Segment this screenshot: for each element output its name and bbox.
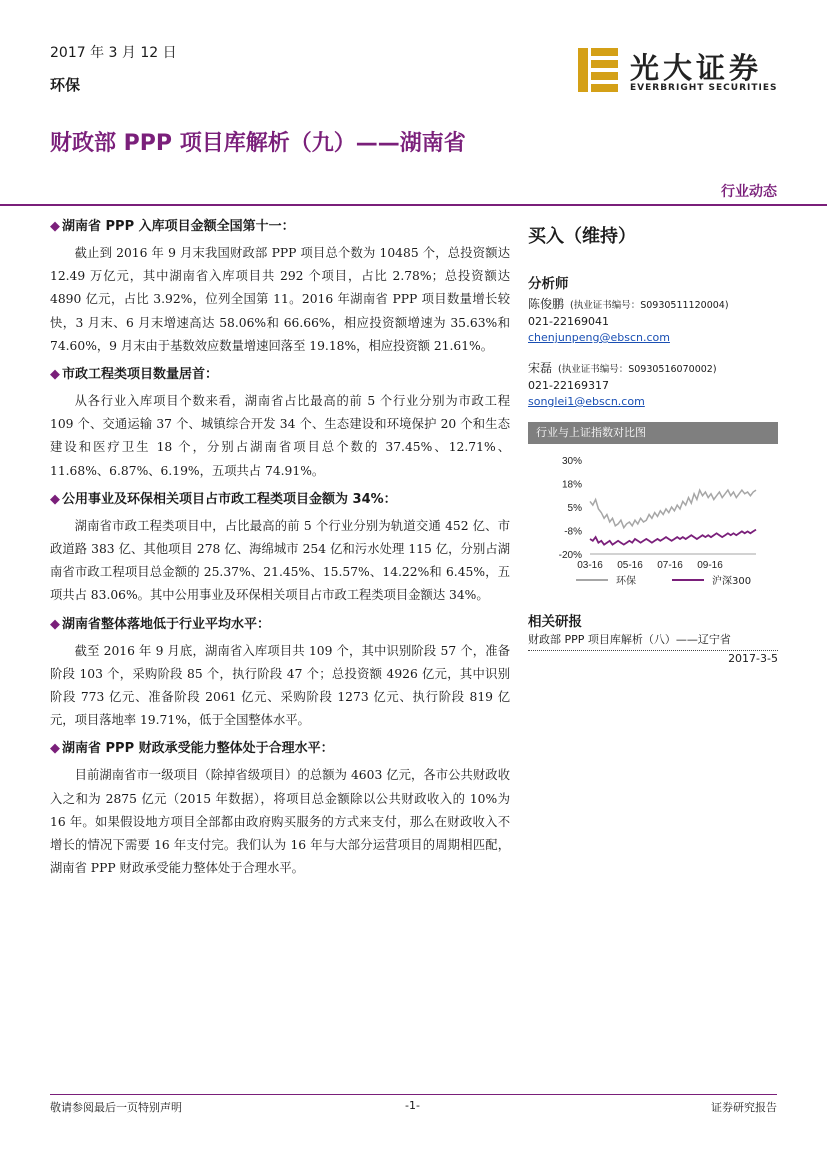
section-3 [50,491,510,608]
legend-label: 环保 [616,576,636,587]
section-body: 截至 2016 年 9 月底，湖南省入库项目共 109 个，其中识别阶段 57 个，准备阶段 103 个，采购阶段 85 个，执行阶段 47 个；总投资额 4926 亿元，其中识别阶段 773 亿元、准备阶段 2061 亿元、采购阶段 1273 亿元、执行阶段 819 亿元，项目落地率 19.71%，低于全国整体水平。 [50,643,510,728]
diamond-bullet-icon: ◆ [50,491,60,507]
chart-plot [528,444,778,610]
diamond-bullet-icon: ◆ [50,219,60,234]
y-tick-label: 18% [561,479,582,491]
legend-label: 沪深300 [712,576,752,587]
series-line-2 [590,530,756,545]
page-number: -1- [405,1099,420,1112]
related-research [528,610,778,667]
y-tick-label: -8% [564,526,582,538]
section-body: 湖南省市政工程类项目中，占比最高的前 5 个行业分别为轨道交通 452 亿、市政道路 383 亿、其他项目 278 亿、海绵城市 254 亿和污水处理 115 亿，分别占湖南省市政工程项目总金额的 25.37%、21.45%、15.57%、14.22%和 6.45%，五项共占 83.06%。其中公用事业及环保相关项目占市政工程类项目金额达 34%。 [50,518,510,603]
analyst-heading: 分析师 [528,276,569,292]
section-heading: 湖南省整体落地低于行业平均水平： [62,616,271,632]
analyst-license: (执业证书编号：S0930516070002) [558,364,717,375]
analyst-phone: 021-22169041 [528,315,609,328]
section-body: 目前湖南省市一级项目（除掉省级项目）的总额为 4603 亿元，各市公共财政收入之和为 2875 亿元（2015 年数据），将项目总金额除以公共财政收入的 10%为 16 年。如果假设地方项目全部都由政府购买服务的方式来支付，那么在财政收入不增长的情况下需要 16 年支付完。我们认为 16 年与大部分运营项目的周期相匹配，湖南省 PPP 财政承受能力整体处于合理水平。 [50,768,510,876]
header-divider [0,204,827,206]
section-heading: 湖南省 PPP 入库项目金额全国第十一： [62,219,295,234]
diamond-bullet-icon: ◆ [50,616,60,632]
report-title: 财政部 PPP 项目库解析（九）——湖南省 [50,131,466,156]
analyst-name: 陈俊鹏 [528,297,565,311]
report-date: 2017 年 3 月 12 日 [50,45,177,61]
section-body: 从各行业入库项目个数来看，湖南省占比最高的前 5 个行业分别为市政工程 109 个、交通运输 37 个、城镇综合开发 34 个、生态建设和环境保护 20 个和生态建设和医疗卫生 18 个，分别占湖南省项目总个数的 37.45%、12.71%、11.68%、6.87%、6.19%，五项共占 74.91%。 [50,394,510,478]
analyst-card [528,296,778,346]
diamond-bullet-icon: ◆ [50,741,60,757]
logo-chinese-name: 光大证券 [630,51,763,85]
report-type: 行业动态 [721,184,777,200]
section-4 [50,616,510,733]
section-heading: 公用事业及环保相关项目占市政工程类项目金额为 34%： [62,491,397,507]
series-line-1 [590,490,756,528]
analyst-email-link[interactable]: songlei1@ebscn.com [528,395,645,408]
section-heading: 湖南省 PPP 财政承受能力整体处于合理水平： [62,741,334,757]
analyst-name: 宋磊 [528,361,553,375]
section-2 [50,366,510,483]
logo-english-name: EVERBRIGHT SECURITIES [630,83,778,93]
investment-rating: 买入（维持） [528,226,636,247]
footer-divider [50,1094,777,1095]
analyst-license: (执业证书编号：S0930511120004) [570,300,729,311]
sector-label: 环保 [50,76,81,94]
y-tick-label: -20% [558,550,582,561]
section-1 [50,218,510,358]
analyst-card [528,360,778,410]
y-tick-label: 5% [567,503,582,514]
logo-mark-icon [578,48,618,92]
main-content [50,218,510,888]
x-tick-label: 09-16 [697,560,723,571]
analyst-phone: 021-22169317 [528,379,609,392]
company-logo [578,48,778,96]
comparison-chart [528,422,778,610]
section-heading: 市政工程类项目数量居首： [62,367,219,383]
related-report-date: 2017-3-5 [528,650,778,667]
footer-report-label: 证券研究报告 [711,1101,777,1114]
y-tick-label: 30% [561,456,582,467]
analyst-email-link[interactable]: chenjunpeng@ebscn.com [528,331,670,344]
footer-disclaimer: 敬请参阅最后一页特别声明 [50,1101,182,1114]
chart-title: 行业与上证指数对比图 [528,422,778,444]
x-tick-label: 07-16 [657,560,683,571]
section-body: 截止到 2016 年 9 月末我国财政部 PPP 项目总个数为 10485 个，总投资额达 12.49 万亿元，其中湖南省入库项目共 292 个项目，占比 2.78%；总投资额达 4890 亿元，占比 3.92%，位列全国第 11。2016 年湖南省 PPP 项目数量增长较快，3 月末、6 月末增速高达 58.06%和 66.66%，相应投资额增速为 35.63%和 74.60%，9 月末由于基数效应数量增速回落至 19.18%，相应投资额 21.61%。 [50,246,510,353]
diamond-bullet-icon: ◆ [50,367,60,383]
x-tick-label: 03-16 [577,560,603,571]
section-5 [50,740,510,880]
sidebar [528,222,778,410]
related-heading: 相关研报 [528,614,582,630]
related-report-link[interactable]: 财政部 PPP 项目库解析（八）——辽宁省 [528,633,731,646]
x-tick-label: 05-16 [617,560,643,571]
